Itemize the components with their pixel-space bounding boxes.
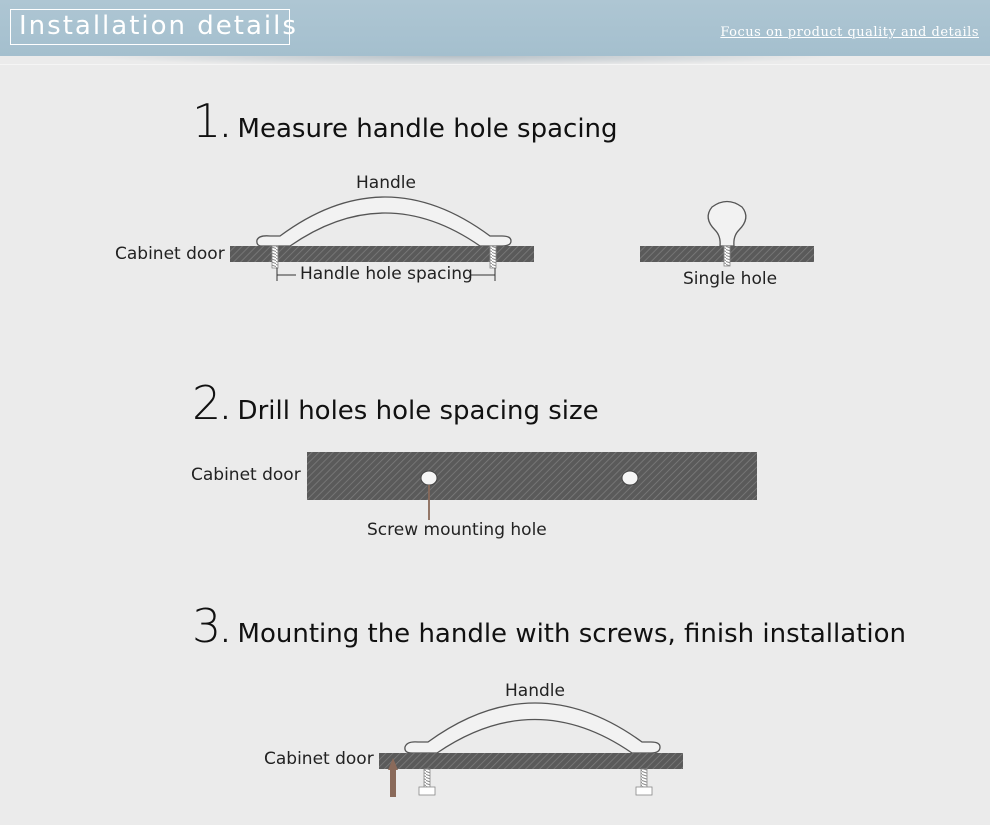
step3-cabinet-door: [379, 753, 683, 769]
step3-handle-diagram: [379, 703, 683, 797]
step-3-title: Mounting the handle with screws, finish installation: [237, 619, 906, 649]
step2-cabinet-door: [307, 452, 757, 500]
step3-arrow-shaft: [390, 770, 396, 797]
step1-knob-diagram: [640, 202, 814, 267]
step3-screw-right: [641, 769, 647, 787]
step-2-number: 2: [192, 376, 222, 430]
step-2-title: Drill holes hole spacing size: [237, 396, 599, 426]
step-1-number: 1: [192, 94, 222, 148]
content-divider: [0, 64, 990, 65]
step2-hole-left: [421, 471, 437, 485]
step-1-title: Measure handle hole spacing: [237, 114, 618, 144]
step2-screw-hole-label: Screw mounting hole: [367, 520, 547, 540]
step1-cabinet-door-label: Cabinet door: [115, 244, 225, 264]
step1-screw-right: [490, 246, 496, 268]
step3-handle-shape: [405, 703, 660, 753]
step1-knob-shape: [708, 202, 746, 247]
step-3-heading: [192, 599, 906, 653]
step1-spacing-label: Handle hole spacing: [300, 264, 473, 284]
step2-cabinet-door-label: Cabinet door: [191, 465, 301, 485]
step3-handle-label: Handle: [505, 681, 565, 701]
step1-single-hole-label: Single hole: [683, 269, 778, 289]
tagline-link[interactable]: Focus on product quality and details: [720, 25, 979, 40]
step3-screw-left: [424, 769, 430, 787]
step1-knob-screw: [724, 246, 730, 266]
step-3-dot: .: [221, 619, 230, 649]
step-3-number: 3: [192, 599, 222, 653]
step1-handle-label: Handle: [356, 173, 416, 193]
step2-door-diagram: [307, 452, 757, 520]
step-1-heading: [192, 94, 618, 148]
step-1-dot: .: [221, 114, 230, 144]
page-title: Installation details: [10, 9, 290, 45]
step-2-dot: .: [221, 396, 230, 426]
step1-handle-shape: [257, 197, 511, 246]
step1-screw-left: [272, 246, 278, 268]
step2-hole-right: [622, 471, 638, 485]
step-2-heading: [192, 376, 599, 430]
step3-cabinet-door-label: Cabinet door: [264, 749, 374, 769]
